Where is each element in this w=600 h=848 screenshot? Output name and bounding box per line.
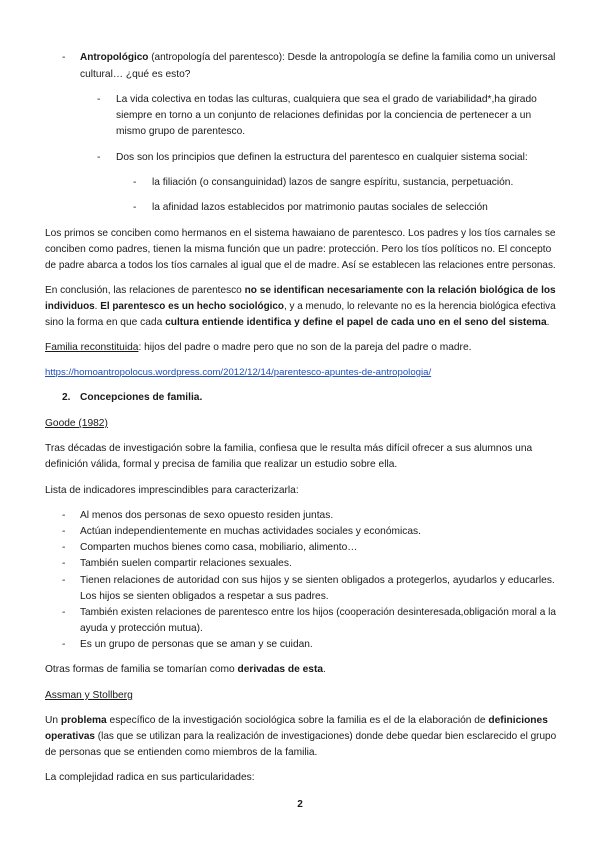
list-item: Al menos dos personas de sexo opuesto residen juntas. [80, 510, 334, 521]
indicadores-intro: Lista de indicadores imprescindibles para caracterizarla: [45, 485, 299, 496]
sub-bullet-dash: - [97, 94, 101, 105]
afinidad-line: la afinidad lazos establecidos por matrimonio pautas sociales de selección [152, 202, 488, 213]
bullet-dash: - [62, 52, 66, 63]
list-dash: - [62, 542, 66, 553]
list-dash: - [62, 575, 66, 586]
otras-formas-line: Otras formas de familia se tomarían como derivadas de esta. [45, 664, 326, 675]
primos-line-3: de padre abarca a todos los tíos carnales al igual que el de madre. Así se establecen las relaciones entre personas. [45, 260, 556, 271]
goode-heading: Goode (1982) [45, 418, 108, 429]
sub1-line-1: La vida colectiva en todas las culturas, cualquiera que sea el grado de variabilidad*,ha girado [116, 94, 537, 105]
familia-reconstituida-line: Familia reconstituida: hijos del padre o madre pero que no son de la pareja del padre o madre. [45, 342, 472, 353]
section-title: Concepciones de familia. [80, 392, 203, 403]
filiacion-line: la filiación (o consanguinidad) lazos de sangre espíritu, sustancia, perpetuación. [152, 177, 514, 188]
antropologico-line-1: Antropológico (antropología del parentesco): Desde la antropología se define la familia como un universal [80, 52, 556, 63]
list-item-cont: ayuda y protección mutua). [80, 623, 203, 634]
goode-line-2: definición válida, formal y precisa de familia que realizar un estudio sobre ella. [45, 459, 398, 470]
list-item: También existen relaciones de parentesco entre los hijos (cooperación desinteresada,obligación moral a la [80, 607, 556, 618]
sub2-line: Dos son los principios que definen la estructura del parentesco en cualquier sistema social: [116, 152, 528, 163]
list-item: Comparten muchos bienes como casa, mobiliario, alimento… [80, 542, 358, 553]
assman-line-2: operativas (las que se utilizan para la realización de investigaciones) donde debe quedar bien esclarecido el grupo [45, 731, 557, 742]
assman-line-3: de personas que se entienden como miembros de la familia. [45, 747, 318, 758]
sub1-line-2: siempre en torno a un conjunto de relaciones definidas por la conciencia de pertenecer a un [116, 110, 532, 121]
list-dash: - [62, 510, 66, 521]
list-dash: - [62, 607, 66, 618]
conclusion-line-2: individuos. El parentesco es un hecho sociológico, y a menudo, lo relevante no es la herencia biológica efectiva [45, 301, 556, 312]
list-dash: - [62, 526, 66, 537]
list-dash: - [62, 558, 66, 569]
list-dash: - [62, 639, 66, 650]
primos-line-2: conciben como padres, tienen la misma función que un padre: protección. Pero los tíos políticos no. El concepto [45, 244, 552, 255]
sub-bullet-dash: - [97, 152, 101, 163]
reference-link[interactable]: https://homoantropolocus.wordpress.com/2012/12/14/parentesco-apuntes-de-antropologia/ [45, 367, 432, 378]
list-item: Es un grupo de personas que se aman y se cuidan. [80, 639, 313, 650]
page-number: 2 [297, 799, 303, 810]
list-item: También suelen compartir relaciones sexuales. [80, 558, 292, 569]
primos-line-1: Los primos se conciben como hermanos en el sistema hawaiano de parentesco. Los padres y los tíos carnales se [45, 228, 556, 239]
antropologico-label: Antropológico [80, 52, 149, 63]
conclusion-line-1: En conclusión, las relaciones de parentesco no se identifican necesariamente con la relación biológica de los [45, 285, 556, 296]
antropologico-line-2: cultural… ¿qué es esto? [80, 69, 191, 80]
section-number: 2. [62, 392, 71, 403]
list-item-cont: Los hijos se sienten obligados a respetar a sus padres. [80, 591, 329, 602]
list-item: Actúan independientemente en muchas actividades sociales y económicas. [80, 526, 421, 537]
list-item: Tienen relaciones de autoridad con sus hijos y se sienten obligados a protegerlos, ayudarlos y educarles. [80, 575, 555, 586]
assman-heading: Assman y Stollberg [45, 690, 133, 701]
assman-line-1: Un problema específico de la investigación sociológica sobre la familia es el de la elaboración de definiciones [45, 715, 548, 726]
subsub-dash: - [133, 177, 137, 188]
complejidad-line: La complejidad radica en sus particularidades: [45, 772, 255, 783]
subsub-dash: - [133, 202, 137, 213]
sub1-line-3: mismo grupo de parentesco. [116, 126, 246, 137]
familia-reconstituida-label: Familia reconstituida [45, 342, 139, 353]
goode-line-1: Tras décadas de investigación sobre la familia, confiesa que le resulta más difícil ofrecer a sus alumnos una [45, 443, 533, 454]
conclusion-line-3: sino la forma en que cada cultura entiende identifica y define el papel de cada uno en el seno del sistema. [45, 317, 550, 328]
